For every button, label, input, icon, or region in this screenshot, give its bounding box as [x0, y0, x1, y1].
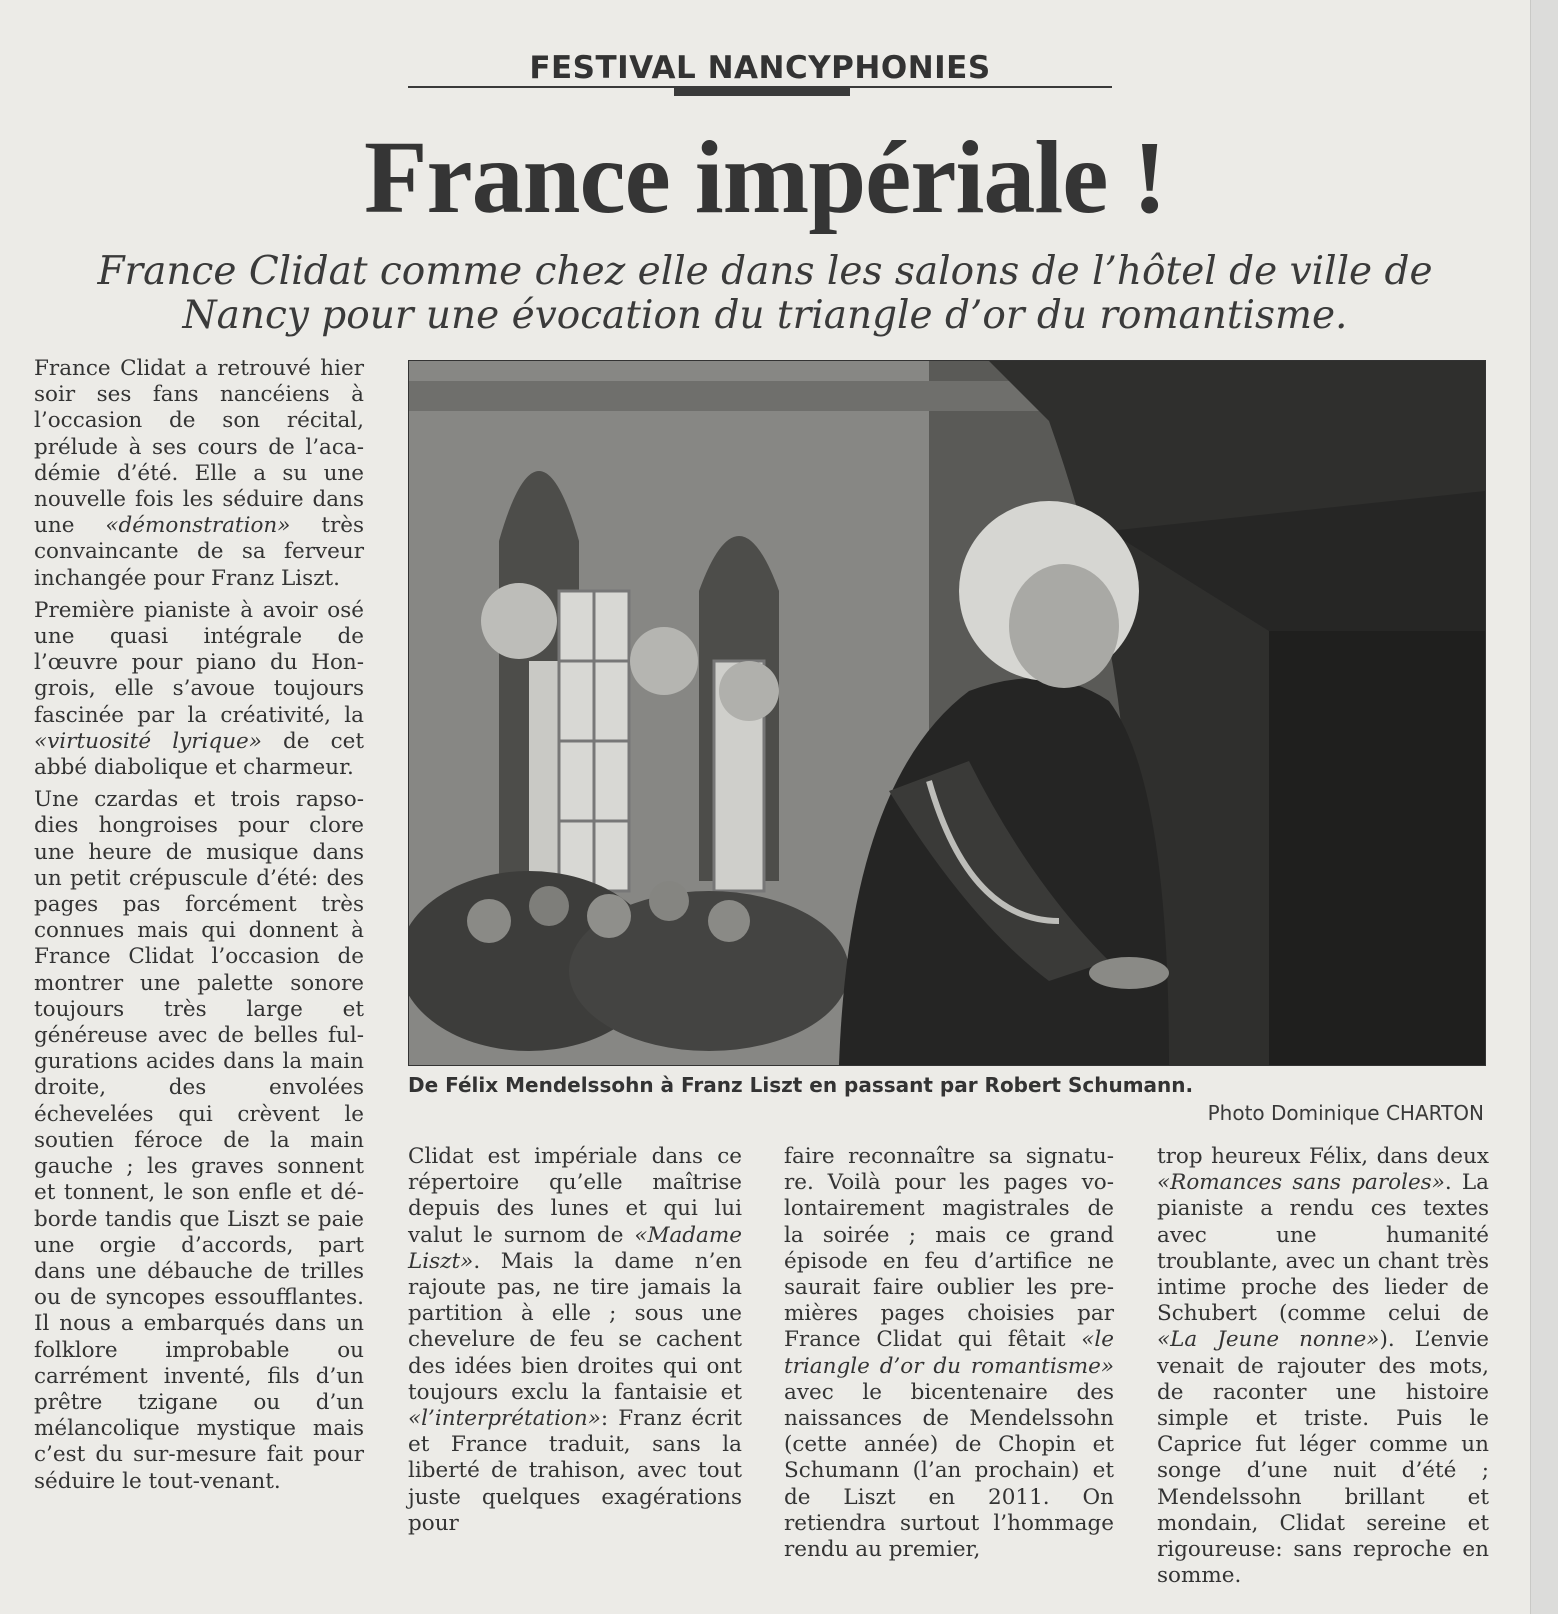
text-run: . Mais la dame n’en rajoute pas, ne tire jamais la partition à elle ; sous une chevelure de feu se cachent des idées bien droites qui ont toujours exclu la fantaisie et [408, 1248, 742, 1405]
paragraph: Une czardas et trois rapsodies hongroises pour clore une heure de musique dans un petit crépuscule d’été: des pages pas forcément très connues mais qui donnent à France Clidat l’occasion de montrer une palette sonore toujours très large et généreuse avec de belles fulgurations acides dans la main droite, des envolées échevelées qui crèvent le soutien féroce de la main gauche ; les graves sonnent et tonnent, le son enfle et déborde tandis que Liszt se paie une orgie d’accords, part dans une débauche de trilles ou de syncopes essoufflantes. Il nous a embarqués dans un folklore improbable ou carrément inventé, fils d’un prêtre tzigane ou d’un mélancolique mystique mais c’est du sur-mesure fait pour séduire le tout-venant. [34, 787, 364, 1494]
paragraph [784, 1144, 1114, 1563]
paragraph [408, 1144, 742, 1537]
article-column-4 [1157, 1144, 1489, 1595]
text-run: : Franz écrit et France traduit, sans la liberté de trahison, avec tout juste quelques exagérations pour [408, 1406, 742, 1536]
article-column-3 [784, 1144, 1114, 1569]
quote-run: «le triangle d’or du romantisme» [784, 1327, 1114, 1379]
photo-credit: Photo Dominique CHARTON [1207, 1101, 1484, 1125]
section-rubric [408, 48, 1112, 98]
photo-caption: De Félix Mendelssohn à Franz Liszt en passant par Robert Schumann. [408, 1073, 1194, 1097]
text-run: ). L’envie venait de rajouter des mots, de raconter une histoire simple et triste. Puis le Caprice fut léger comme un songe d’une nuit d’été ; Mendelssohn brillant et mondain, Clidat sereine et rigoureuse: sans reproche en somme. [1157, 1327, 1489, 1589]
text-run: avec le bicentenaire des naissances de Mendelssohn (cette année) de Chopin et Schumann (l’an prochain) et de Liszt en 2011. On retiendra surtout l’hommage rendu au premier, [784, 1379, 1114, 1563]
quote-run: «l’interprétation» [408, 1406, 601, 1432]
quote-run: «La Jeune nonne» [1157, 1327, 1380, 1353]
rubric-bar [674, 86, 850, 96]
article-column-1 [34, 356, 364, 1501]
article-photo [408, 360, 1486, 1066]
pianist-photo-illustration [409, 361, 1485, 1065]
deck-subtitle: France Clidat comme chez elle dans les salons de l’hôtel de ville de Nancy pour une évocation du triangle d’or du romantisme. [97, 249, 1433, 338]
text-run: très convaincante de sa ferveur inchangée pour Franz Liszt. [34, 513, 364, 591]
text-run: trop heureux Félix, dans deux [1157, 1144, 1489, 1169]
quote-run: «démonstration» [105, 513, 291, 539]
rubric-label: FESTIVAL NANCYPHONIES [529, 50, 991, 86]
headline: France impériale ! [363, 120, 1167, 235]
text-run: Première pianiste à avoir osé une quasi intégrale de l’œuvre pour piano du Hongrois, elle s’avoue toujours fascinée par la créativité, la [34, 597, 364, 728]
paragraph [34, 598, 364, 781]
text-run: France Clidat a retrouvé hier soir ses fans nancéiens à l’occasion de son récital, prélude à ses cours de l’académie d’été. Elle a su une nouvelle fois les séduire dans une [34, 356, 364, 539]
quote-run: «Romances sans paroles» [1157, 1170, 1445, 1196]
text-run: Clidat est impériale dans ce répertoire qu’elle maîtrise depuis des lunes et qui lui valut le surnom de [408, 1144, 742, 1248]
text-run: de cet abbé diabolique et charmeur. [34, 728, 365, 781]
text-run: . La pianiste a rendu ces textes avec une humanité troublante, avec un chant très intime proche des lieder de Schubert (comme celui de [1157, 1170, 1489, 1327]
quote-run: «Madame Liszt» [408, 1222, 742, 1274]
page-edge [1530, 0, 1558, 1614]
quote-run: «virtuosité lyrique» [34, 728, 262, 754]
text-run: faire reconnaître sa signature. Voilà pour les pages volontairement magistrales de la soirée ; mais ce grand épisode en feu d’artifice ne saurait faire oublier les premières pages choisies par France Clidat qui fêtait [784, 1144, 1114, 1353]
paragraph [34, 356, 364, 592]
article-column-2 [408, 1144, 742, 1543]
paragraph [1157, 1144, 1489, 1589]
